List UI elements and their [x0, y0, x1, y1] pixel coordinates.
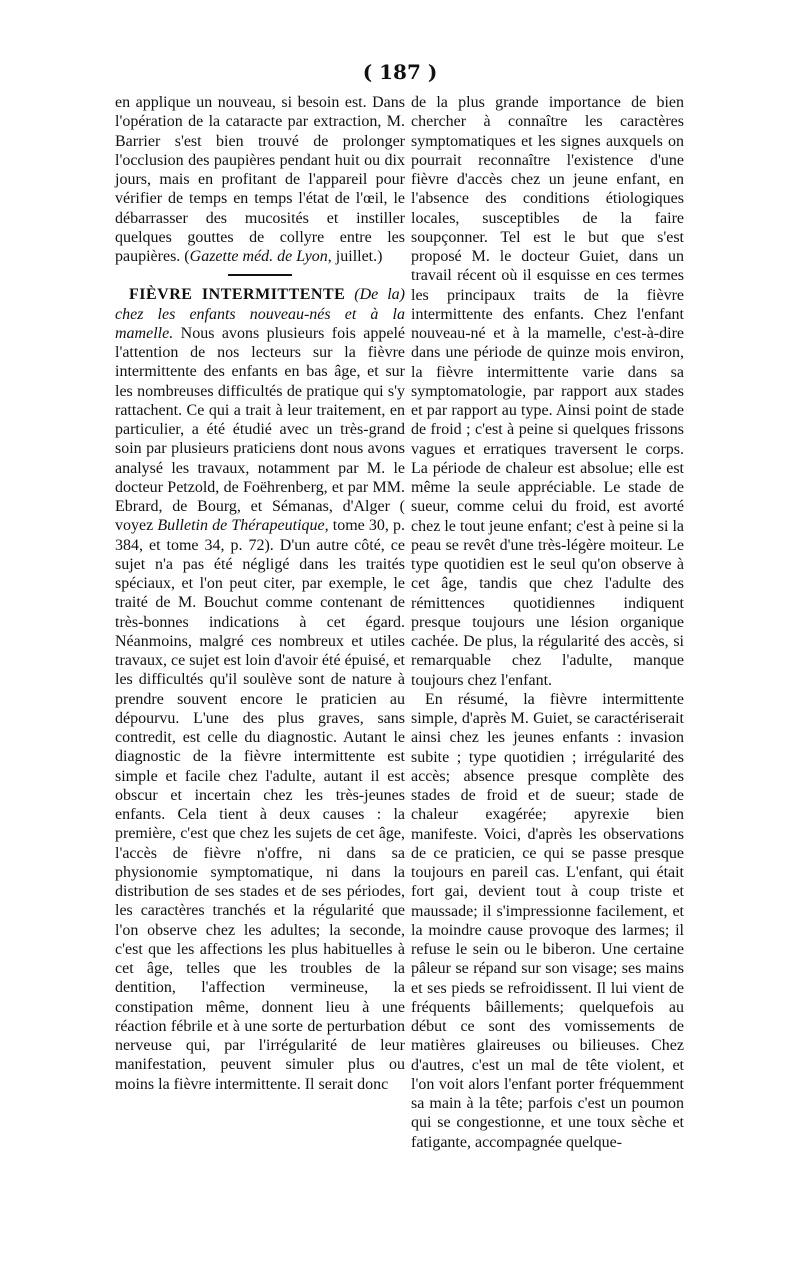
- section-divider: [228, 274, 292, 276]
- right-column: [411, 93, 684, 1152]
- paragraph-continuation-right: de la plus grande importance de bien chercher à connaître les caractères symptomatiques et les signes auxquels on pourrait reconnaître l'existence d'une fièvre d'accès chez un jeune enfant, en l'absence des conditions étiologiques locales, susceptibles de la faire soupçonner. Tel est le but que s'est proposé M. le docteur Guiet, dans un travail récent où il esquisse en ces termes les principaux traits de la fièvre intermittente des enfants. Chez l'enfant nouveau-né et à la mamelle, c'est-à-dire dans une période de quinze mois environ, la fièvre intermittente varie dans sa symptomatologie, par rapport aux stades et par rapport au type. Ainsi point de stade de froid ; c'est à peine si quelques frissons vagues et erratiques traversent le corps. La période de chaleur est absolue; elle est même la seule appréciable. Le stade de sueur, comme celui du froid, est avorté chez le tout jeune enfant; c'est à peine si la peau se revêt d'une très-légère moiteur. Le type quotidien est le seul qu'on observe à cet âge, tandis que chez l'adulte des rémittences quotidiennes indiquent presque toujours une lésion organique cachée. De plus, la régularité des accès, si remarquable chez l'adulte, manque toujours chez l'enfant.: [411, 94, 684, 689]
- article-paragraph: [115, 285, 405, 1094]
- article-subtitle: chez les enfants nouveau-nés et à la mamelle.: [115, 305, 405, 342]
- article-text-rest: tome 30, p. 384, et tome 34, p. 72). D'un autre côté, ce sujet n'a pas été négligé dans les traités spéciaux, et l'on peut citer, par exemple, le traité de M. Bouchut comme contenant de très-bonnes indications à cet égard. Néanmoins, malgré ces nombreux et utiles travaux, ce sujet est loin d'avoir été épuisé, et les difficultés qu'il soulève sont de nature à prendre souvent encore le praticien au dépourvu. L'une des plus graves, sans contredit, est celle du diagnostic. Autant le diagnostic de la fièvre intermittente est simple et facile chez l'adulte, autant il est obscur et incertain chez les très-jeunes enfants. Cela tient à deux causes : la première, c'est que chez les sujets de cet âge, l'accès de fièvre n'offre, ni dans sa physionomie symptomatique, ni dans la distribution de ses stades et de ses périodes, les caractères tranchés et la régularité que l'on observe chez les adultes; la seconde, c'est que les affections les plus habituelles à cet âge, telles que les troubles de la dentition, l'affection vermineuse, la constipation même, donnent lieu à une réaction fébrile et à une sorte de perturbation nerveuse qui, par l'irrégularité de leur manifestation, peuvent simuler plus ou moins la fièvre intermittente. Il serait donc: [115, 517, 406, 1093]
- paragraph-end: , juillet.): [327, 248, 383, 265]
- bulletin-citation: Bulletin de Thérapeutique,: [157, 517, 329, 535]
- journal-citation: Gazette méd. de Lyon: [189, 248, 328, 265]
- summary-paragraph: En résumé, la fièvre intermittente simple, d'après M. Guiet, se caractériserait ainsi chez les jeunes enfants : invasion subite ; type quotidien ; irrégularité des accès; absence presque complète des stades de froid et de sueur; stade de chaleur exagérée; apyrexie bien manifeste. Voici, d'après les observations de ce praticien, ce qui se passe presque toujours en pareil cas. L'enfant, qui était fort gai, devient tout à coup triste et maussade; il s'impressionne facilement, et la moindre cause provoque des larmes; il refuse le sein ou le biberon. Une certaine pâleur se répand sur son visage; ses mains et ses pieds se refroidissent. Il lui vient de fréquents bâillements; quelquefois au début ce sont des vomissements de matières glaireuses ou bilieuses. Chez d'autres, c'est un mal de tête violent, et l'on voit alors l'enfant porter fréquemment sa main à la tête; parfois c'est un poumon qui se congestionne, et une toux sèche et fatigante, accompagnée quelque-: [411, 690, 684, 1151]
- paragraph-text: en applique un nouveau, si besoin est. Dans l'opération de la cataracte par extraction, M. Barrier s'est bien trouvé de prolonger l'occlusion des paupières pendant huit ou dix jours, mais en profitant de l'appareil pour vérifier de temps en temps l'état de l'œil, le débarrasser des mucosités et instiller quelques gouttes de collyre entre les paupières. (: [115, 94, 405, 265]
- article-heading: FIÈVRE INTERMITTENTE: [129, 286, 346, 304]
- left-column: [115, 93, 405, 1094]
- article-heading-paren: (De la): [354, 286, 405, 304]
- article-text-start: Nous avons plusieurs fois appelé l'attention de nos lecteurs sur la fièvre intermittente des enfants en bas âge, et sur les nombreuses difficultés de pratique qui s'y rattachent. Ce qui a trait à leur traitement, en particulier, a été étudié avec un très-grand soin par plusieurs praticiens dont nous avons analysé les travaux, notamment par M. le docteur Petzold, de Foëhrenberg, et par MM. Ebrard, de Bourg, et Sémanas, d'Alger ( voyez: [115, 324, 405, 535]
- paragraph-continuation: [115, 93, 405, 266]
- page-number: ( 187 ): [362, 60, 438, 84]
